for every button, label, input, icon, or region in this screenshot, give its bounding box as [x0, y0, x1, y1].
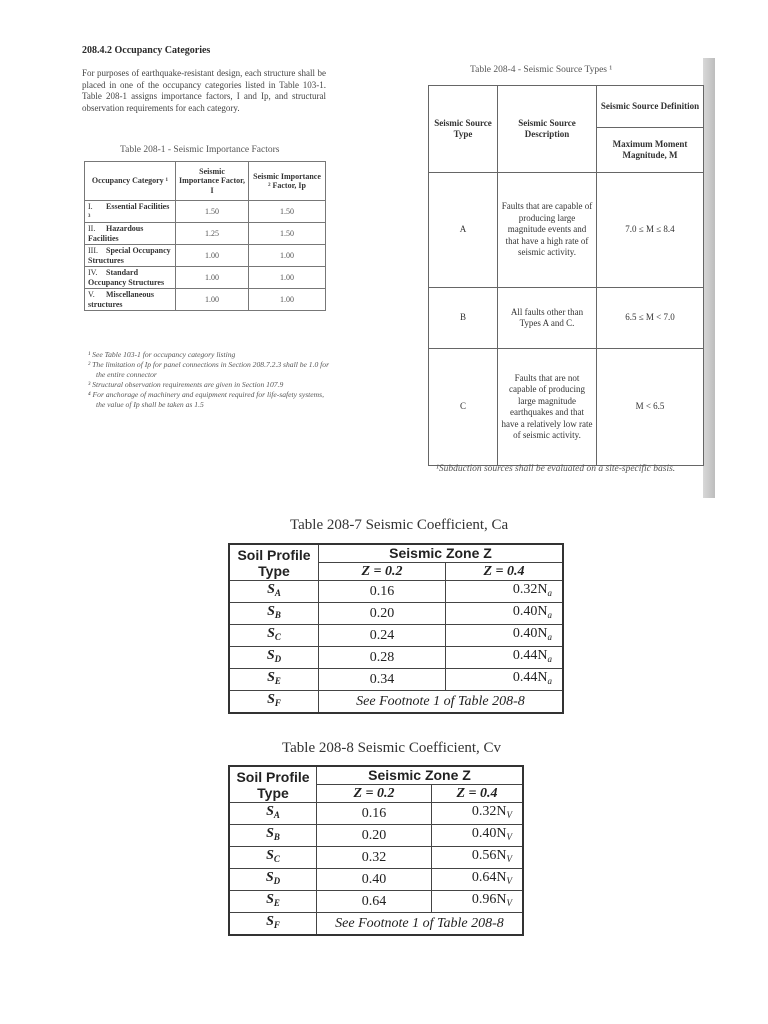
zone-0-2-value: 0.64: [317, 891, 432, 913]
table-208-8-caption: [282, 740, 501, 757]
table-row: [229, 803, 523, 825]
category-name: Standard Occupancy Structures: [88, 268, 165, 287]
category-name: Essential Facilities ³: [88, 202, 170, 221]
soil-profile-cell: [229, 891, 317, 913]
coefficient-value: 0.40N: [512, 626, 548, 641]
header-importance-factor-ip: Seismic Importance ² Factor, Ip: [249, 162, 326, 201]
coefficient-value: 0.44N: [512, 648, 548, 663]
source-description-cell: Faults that are capable of producing large magnitude events and that have a high rate of seismic activity.: [498, 173, 597, 288]
zone-0-4-value: [446, 647, 564, 669]
soil-subscript: F: [273, 920, 280, 930]
table-row: [85, 245, 326, 267]
header-zone-0-4: Z = 0.4: [432, 785, 524, 803]
soil-subscript: A: [274, 588, 281, 598]
category-number: IV.: [88, 268, 98, 277]
category-name: Special Occupancy Structures: [88, 246, 171, 265]
category-number: I.: [88, 202, 93, 211]
zone-0-4-value: [446, 603, 564, 625]
soil-profile-cell: [229, 603, 319, 625]
soil-profile-cell: [229, 825, 317, 847]
soil-subscript: D: [274, 654, 282, 664]
header-soil-profile-type: Soil Profile Type: [229, 544, 319, 581]
soil-subscript: C: [274, 632, 281, 642]
soil-profile-cell: [229, 647, 319, 669]
importance-factor-ip-cell: 1.00: [249, 267, 326, 289]
soil-subscript: A: [273, 810, 280, 820]
table-row: [85, 223, 326, 245]
occupancy-category-cell: [85, 267, 176, 289]
source-description-cell: Faults that are not capable of producing large magnitude earthquakes and that have a relatively low rate of seismic activity.: [498, 349, 597, 466]
soil-symbol: S: [266, 804, 274, 819]
table-row: [429, 288, 704, 349]
coefficient-value: 0.40N: [512, 604, 548, 619]
occupancy-category-cell: [85, 201, 176, 223]
table-row: [229, 847, 523, 869]
table-208-7: [228, 543, 564, 714]
importance-factor-ip-cell: 1.00: [249, 245, 326, 267]
table-208-1-footnotes: [88, 350, 333, 410]
footnote: ³ Structural observation requirements are given in Section 107.9: [88, 380, 284, 389]
soil-profile-cell: [229, 691, 319, 714]
soil-symbol: S: [265, 870, 274, 885]
source-type-cell: B: [429, 288, 498, 349]
table-208-1: [84, 161, 326, 311]
zone-0-4-value: [432, 825, 524, 847]
zone-0-2-value: 0.20: [317, 825, 432, 847]
soil-symbol: S: [266, 648, 275, 663]
header-seismic-zone: Seismic Zone Z: [319, 544, 564, 563]
coefficient-subscript: a: [547, 676, 552, 686]
zone-0-4-value: [432, 891, 524, 913]
importance-factor-ip-cell: 1.00: [249, 289, 326, 311]
soil-symbol: S: [267, 626, 275, 641]
coefficient-subscript: a: [547, 654, 552, 664]
footnote-reference: See Footnote 1 of Table 208-8: [317, 913, 524, 936]
category-number: V.: [88, 290, 95, 299]
soil-symbol: S: [267, 692, 275, 707]
importance-factor-cell: 1.00: [176, 267, 249, 289]
magnitude-cell: M < 6.5: [597, 349, 704, 466]
importance-factor-cell: 1.25: [176, 223, 249, 245]
footnote: ¹ See Table 103-1 for occupancy category listing: [88, 350, 236, 359]
importance-factor-ip-cell: 1.50: [249, 201, 326, 223]
category-name: Miscellaneous structures: [88, 290, 154, 309]
zone-0-4-value: [432, 869, 524, 891]
zone-0-4-value: [446, 625, 564, 647]
caption-text: Table 208-7 Seismic Coefficient, Ca: [290, 517, 509, 533]
zone-0-4-value: [446, 581, 564, 603]
footnote: ⁴ For anchorage of machinery and equipment required for life-safety systems, the value of Ip shall be taken as 1.5: [88, 390, 324, 409]
table-row: [229, 825, 523, 847]
coefficient-value: 0.40N: [471, 826, 507, 841]
importance-factor-cell: 1.50: [176, 201, 249, 223]
header-occupancy-category: Occupancy Category ¹: [85, 162, 176, 201]
coefficient-value: 0.96N: [471, 892, 507, 907]
caption-text: Table 208-8 Seismic Coefficient, Cv: [282, 740, 502, 756]
soil-subscript: E: [274, 676, 281, 686]
header-source-description: Seismic Source Description: [498, 86, 597, 173]
zone-0-4-value: [432, 847, 524, 869]
soil-symbol: S: [266, 826, 274, 841]
zone-0-4-value: [446, 669, 564, 691]
coefficient-value: 0.32N: [471, 804, 507, 819]
header-importance-factor: Seismic Importance Factor, I: [176, 162, 249, 201]
soil-profile-cell: [229, 581, 319, 603]
table-208-8: [228, 765, 524, 936]
category-number: III.: [88, 246, 98, 255]
zone-0-2-value: 0.16: [319, 581, 446, 603]
table-row: [229, 869, 523, 891]
footnote-reference: See Footnote 1 of Table 208-8: [319, 691, 564, 714]
table-208-1-caption: Table 208-1 - Seismic Importance Factors: [120, 145, 280, 155]
table-row: [85, 267, 326, 289]
category-number: II.: [88, 224, 96, 233]
header-zone-0-2: Z = 0.2: [317, 785, 432, 803]
coefficient-subscript: V: [506, 832, 512, 842]
soil-profile-cell: [229, 669, 319, 691]
section-intro: For purposes of earthquake-resistant design, each structure shall be placed in one of the occupancy categories listed in Table 103-1. Table 208-1 assigns importance factors, I and Ip, and structural observation requirements for each category.: [82, 68, 326, 113]
importance-factor-ip-cell: 1.50: [249, 223, 326, 245]
coefficient-value: 0.64N: [471, 870, 507, 885]
table-208-4: [428, 85, 704, 466]
soil-profile-cell: [229, 625, 319, 647]
zone-0-2-value: 0.16: [317, 803, 432, 825]
scan-shadow: [703, 58, 715, 498]
soil-profile-cell: [229, 869, 317, 891]
soil-symbol: S: [266, 914, 274, 929]
zone-0-2-value: 0.32: [317, 847, 432, 869]
zone-0-2-value: 0.40: [317, 869, 432, 891]
coefficient-value: 0.56N: [471, 848, 507, 863]
header-zone-0-2: Z = 0.2: [319, 563, 446, 581]
table-208-4-footnote: ¹Subduction sources shall be evaluated on a site-specific basis.: [436, 464, 676, 474]
coefficient-subscript: V: [506, 876, 512, 886]
table-row: [229, 625, 563, 647]
soil-subscript: F: [274, 698, 281, 708]
footnote: ² The limitation of Ip for panel connections in Section 208.7.2.3 shall be 1.0 for the entire connector: [88, 360, 330, 379]
soil-symbol: S: [267, 582, 275, 597]
coefficient-value: 0.32N: [512, 582, 548, 597]
soil-subscript: E: [273, 898, 280, 908]
occupancy-category-cell: [85, 223, 176, 245]
soil-subscript: D: [273, 876, 281, 886]
zone-0-2-value: 0.24: [319, 625, 446, 647]
table-208-4-caption: Table 208-4 - Seismic Source Types ¹: [470, 65, 613, 75]
header-source-definition: Seismic Source Definition: [597, 86, 704, 128]
zone-0-2-value: 0.20: [319, 603, 446, 625]
header-max-moment-magnitude: Maximum Moment Magnitude, M: [597, 128, 704, 173]
coefficient-subscript: V: [506, 810, 512, 820]
table-row: [229, 691, 563, 714]
occupancy-category-cell: [85, 245, 176, 267]
magnitude-cell: 7.0 ≤ M ≤ 8.4: [597, 173, 704, 288]
table-row: [229, 603, 563, 625]
occupancy-category-cell: [85, 289, 176, 311]
soil-subscript: C: [273, 854, 280, 864]
table-row: [229, 891, 523, 913]
section-title: 208.4.2 Occupancy Categories: [82, 45, 211, 56]
category-name: Hazardous Facilities: [88, 224, 144, 243]
zone-0-2-value: 0.28: [319, 647, 446, 669]
coefficient-subscript: V: [506, 854, 512, 864]
header-seismic-zone: Seismic Zone Z: [317, 766, 524, 785]
importance-factor-cell: 1.00: [176, 245, 249, 267]
magnitude-cell: 6.5 ≤ M < 7.0: [597, 288, 704, 349]
soil-symbol: S: [266, 892, 274, 907]
soil-profile-cell: [229, 803, 317, 825]
soil-symbol: S: [267, 604, 275, 619]
table-row: [229, 913, 523, 936]
table-row: [429, 349, 704, 466]
soil-subscript: B: [274, 610, 281, 620]
table-row: [229, 647, 563, 669]
soil-symbol: S: [266, 848, 274, 863]
zone-0-2-value: 0.34: [319, 669, 446, 691]
coefficient-subscript: a: [547, 588, 552, 598]
soil-symbol: S: [267, 670, 275, 685]
soil-subscript: B: [273, 832, 280, 842]
table-row: [429, 173, 704, 288]
table-208-7-caption: [290, 517, 508, 534]
coefficient-subscript: V: [506, 898, 512, 908]
table-row: [229, 581, 563, 603]
source-description-cell: All faults other than Types A and C.: [498, 288, 597, 349]
header-zone-0-4: Z = 0.4: [446, 563, 564, 581]
coefficient-subscript: a: [547, 632, 552, 642]
coefficient-subscript: a: [547, 610, 552, 620]
soil-profile-cell: [229, 847, 317, 869]
table-row: [229, 669, 563, 691]
table-row: [85, 201, 326, 223]
zone-0-4-value: [432, 803, 524, 825]
header-soil-profile-type: Soil Profile Type: [229, 766, 317, 803]
importance-factor-cell: 1.00: [176, 289, 249, 311]
header-source-type: Seismic Source Type: [429, 86, 498, 173]
table-row: [85, 289, 326, 311]
coefficient-value: 0.44N: [512, 670, 548, 685]
source-type-cell: A: [429, 173, 498, 288]
soil-profile-cell: [229, 913, 317, 936]
source-type-cell: C: [429, 349, 498, 466]
